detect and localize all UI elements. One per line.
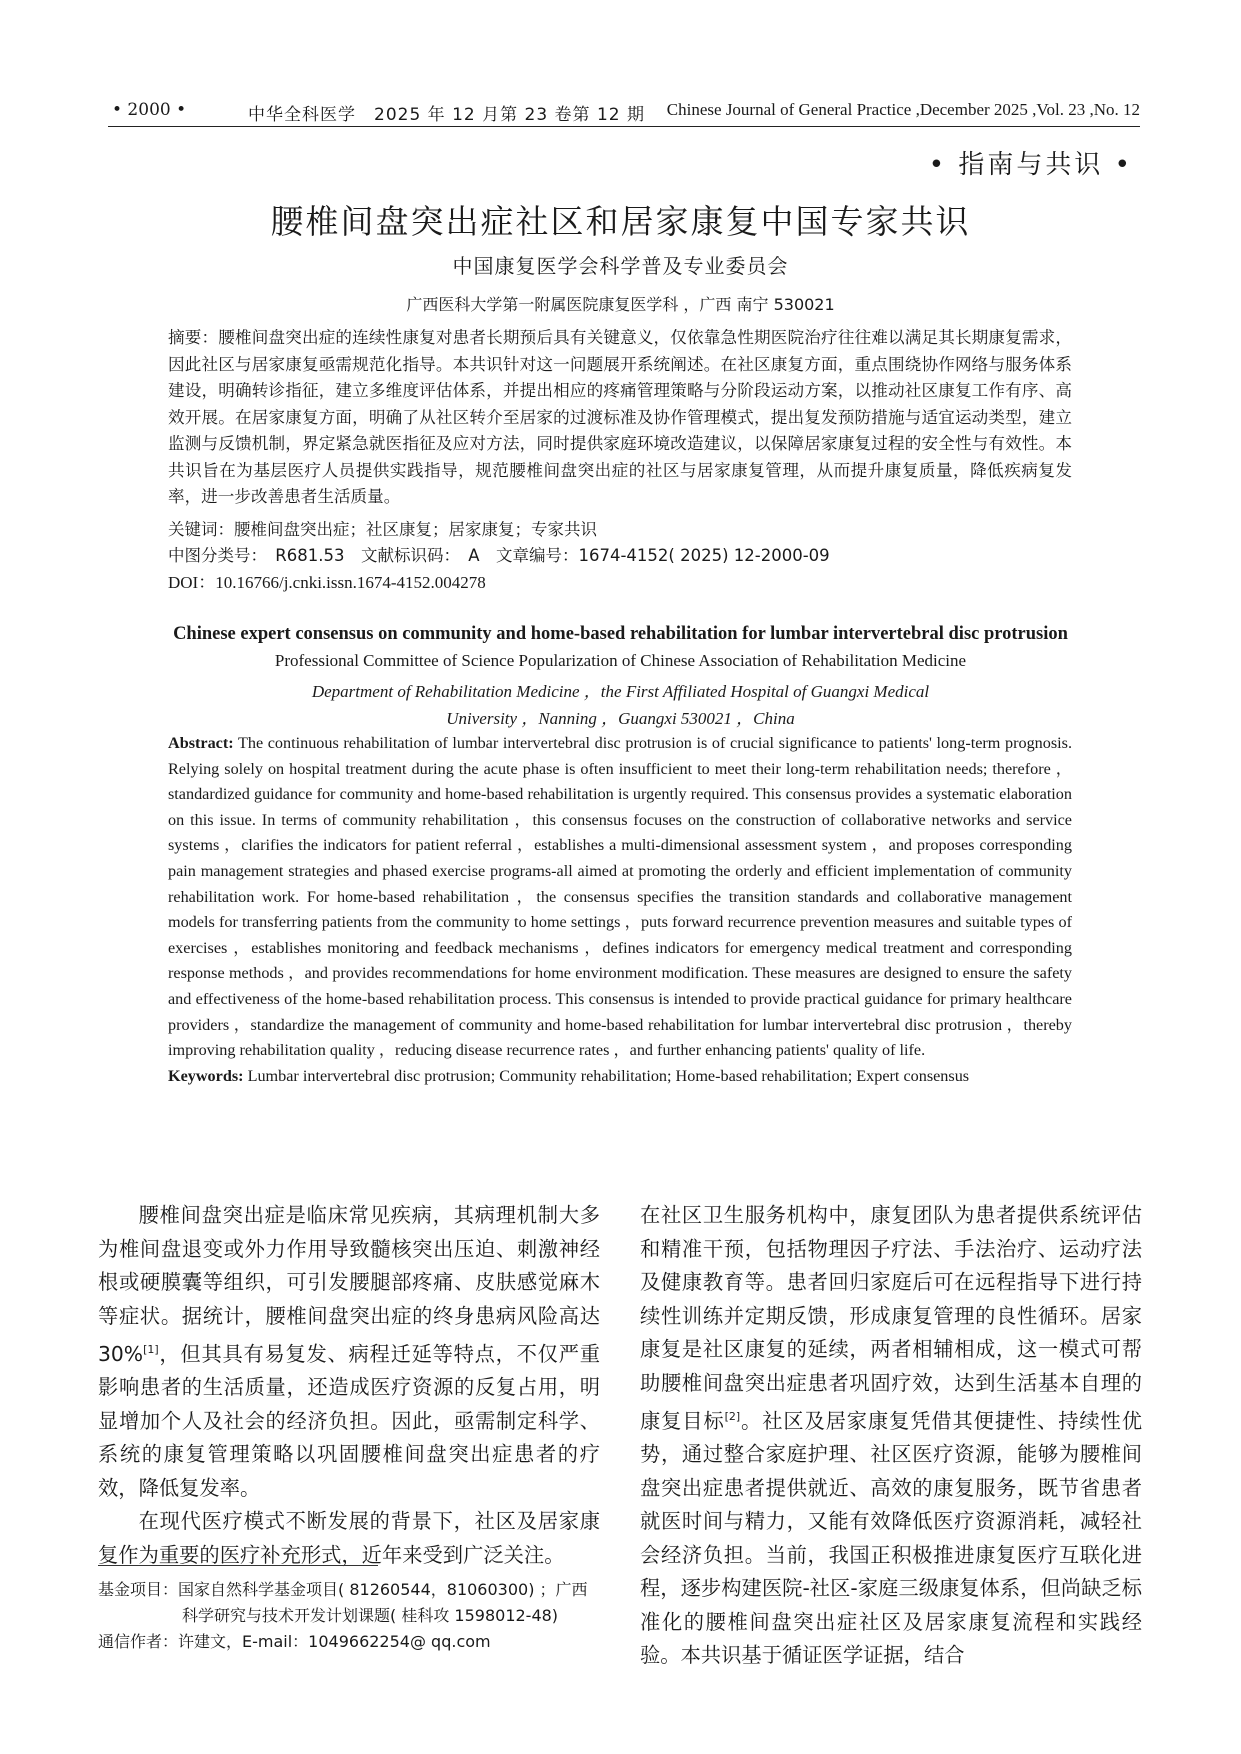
abstract-cn xyxy=(168,325,1072,511)
keywords-cn: 关键词：腰椎间盘突出症；社区康复；居家康复；专家共识 xyxy=(168,520,597,539)
page-number: • 2000 • xyxy=(112,100,187,120)
body-column-left xyxy=(98,1199,600,1572)
keywords-en-label: Keywords: xyxy=(168,1066,244,1085)
abstract-cn-text: 摘要：腰椎间盘突出症的连续性康复对患者长期预后具有关键意义，仅依靠急性期医院治疗往往难以满足其长期康复需求，因此社区与居家康复亟需规范化指导。本共识针对这一问题展开系统阐述。在社区康复方面，重点围绕协作网络与服务体系建设，明确转诊指征，建立多维度评估体系，并提出相应的疼痛管理策略与分阶段运动方案，以推动社区康复工作有序、高效开展。在居家康复方面，明确了从社区转介至居家的过渡标准及协作管理模式，提出复发预防措施与适宜运动类型，建立监测与反馈机制，界定紧急就医指征及应对方法，同时提供家庭环境改造建议，以保障居家康复过程的安全性与有效性。本共识旨在为基层医疗人员提供实践指导，规范腰椎间盘突出症的社区与居家康复管理，从而提升康复质量，降低疾病复发率，进一步改善患者生活质量。 xyxy=(168,328,1072,506)
section-label: • 指南与共识 • xyxy=(928,150,1133,180)
keywords-en-text: Lumbar intervertebral disc protrusion; Community rehabilitation; Home-based rehabilitation; Expert consensus xyxy=(247,1066,970,1085)
abstract-en-label: Abstract: xyxy=(168,734,234,752)
reference-mark[interactable]: [1] xyxy=(143,1343,159,1356)
body-paragraph xyxy=(98,1199,600,1505)
journal-name-en: Chinese Journal of General Practice ,December 2025 ,Vol. 23 ,No. 12 xyxy=(666,100,1140,119)
fund-line-1: 基金项目：国家自然科学基金项目( 81260544，81060300) ；广西 xyxy=(98,1580,588,1599)
body-paragraph: 在现代医疗模式不断发展的背景下，社区及居家康复作为重要的医疗补充形式，近年来受到广泛关注。 xyxy=(98,1509,600,1567)
body-text: 。社区及居家康复凭借其便捷性、持续性优势，通过整合家庭护理、社区医疗资源，能够为腰椎间盘突出症患者提供就近、高效的康复服务，既节省患者就医时间与精力，又能有效降低医疗资源消耗，减轻社会经济负担。当前，我国正积极推进康复医疗互联化进程，逐步构建医院-社区-家庭三级康复体系，但尚缺乏标准化的腰椎间盘突出症社区及居家康复流程和实践经验。本共识基于循证医学证据，结合 xyxy=(640,1408,1142,1668)
classification-line: 中图分类号： R681.53 文献标识码： A 文章编号：1674-4152( 2025) 12-2000-09 xyxy=(168,546,830,565)
corresponding-author: 通信作者：许建文，E-mail：1049662254@ qq.com xyxy=(98,1632,491,1651)
body-text: 在社区卫生服务机构中，康复团队为患者提供系统评估和精准干预，包括物理因子疗法、手法治疗、运动疗法及健康教育等。患者回归家庭后可在远程指导下进行持续性训练并定期反馈，形成康复管理的良性循环。居家康复是社区康复的延续，两者相辅相成，这一模式可帮助腰椎间盘突出症患者巩固疗效，达到生活基本自理的康复目标 xyxy=(640,1203,1142,1433)
header-divider xyxy=(108,126,1140,127)
body-paragraph xyxy=(640,1199,1142,1673)
author-en: Professional Committee of Science Popularization of Chinese Association of Rehabilitation Medicine xyxy=(274,651,967,670)
doi-line: DOI：10.16766/j.cnki.issn.1674-4152.004278 xyxy=(168,573,486,592)
body-column-right xyxy=(640,1199,1142,1673)
affiliation-en-line2: University ，Nanning ，Guangxi 530021 ，China xyxy=(446,709,795,728)
running-header xyxy=(108,98,1140,124)
affiliation-en-line1: Department of Rehabilitation Medicine ，the First Affiliated Hospital of Guangxi Medical xyxy=(311,682,930,701)
article-title-en: Chinese expert consensus on community and home-based rehabilitation for lumbar intervertebral disc protrusion xyxy=(173,624,1068,644)
reference-mark[interactable]: [2] xyxy=(724,1410,741,1423)
journal-name-cn: 中华全科医学 2025 年 12 月第 23 卷第 12 期 xyxy=(248,105,645,125)
abstract-en xyxy=(168,731,1072,1089)
body-text: ，但其具有易复发、病程迁延等特点，不仅严重影响患者的生活质量，还造成医疗资源的反复占用，明显增加个人及社会的经济负担。因此，亟需制定科学、系统的康复管理策略以巩固腰椎间盘突出症患者的疗效，降低复发率。 xyxy=(98,1341,600,1500)
fund-line-2: 科学研究与技术开发计划课题( 桂科攻 1598012-48) xyxy=(182,1606,559,1625)
abstract-en-text: The continuous rehabilitation of lumbar intervertebral disc protrusion is of crucial significance to patients' long-term prognosis. Relying solely on hospital treatment during the acute phase is often insufficient to meet their long-term rehabilitation needs; therefore ，standardized guidance for community and home-based rehabilitation is urgently required. This consensus provides a systematic elaboration on this issue. In terms of community rehabilitation ，this consensus focuses on the construction of collaborative networks and service systems ，clarifies the indicators for patient referral ，establishes a multi-dimensional assessment system ，and proposes corresponding pain management strategies and phased exercise programs-all aimed at promoting the orderly and efficient implementation of community rehabilitation work. For home-based rehabilitation ，the consensus specifies the transition standards and collaborative management models for transferring patients from the community to home settings ，puts forward recurrence prevention measures and suitable types of exercises ，establishes monitoring and feedback mechanisms ，defines indicators for emergency medical treatment and corresponding response methods ，and provides recommendations for home environment modification. These measures are designed to ensure the safety and effectiveness of the home-based rehabilitation process. This consensus is intended to provide practical guidance for primary healthcare providers ，standardize the management of community and home-based rehabilitation for lumbar intervertebral disc protrusion ，thereby improving rehabilitation quality ，reducing disease recurrence rates ，and further enhancing patients' quality of life. xyxy=(168,734,1072,1060)
author-cn: 中国康复医学会科学普及专业委员会 xyxy=(452,254,789,278)
article-title-cn: 腰椎间盘突出症社区和居家康复中国专家共识 xyxy=(270,202,971,241)
affiliation-cn: 广西医科大学第一附属医院康复医学科 ，广西 南宁 530021 xyxy=(406,295,835,314)
body-text: 腰椎间盘突出症是临床常见疾病，其病理机制大多为椎间盘退变或外力作用导致髓核突出压迫、刺激神经根或硬膜囊等组织，可引发腰腿部疼痛、皮肤感觉麻木等症状。据统计，腰椎间盘突出症的终身患病风险高达 30% xyxy=(98,1203,600,1366)
footnote-divider xyxy=(98,1565,378,1566)
